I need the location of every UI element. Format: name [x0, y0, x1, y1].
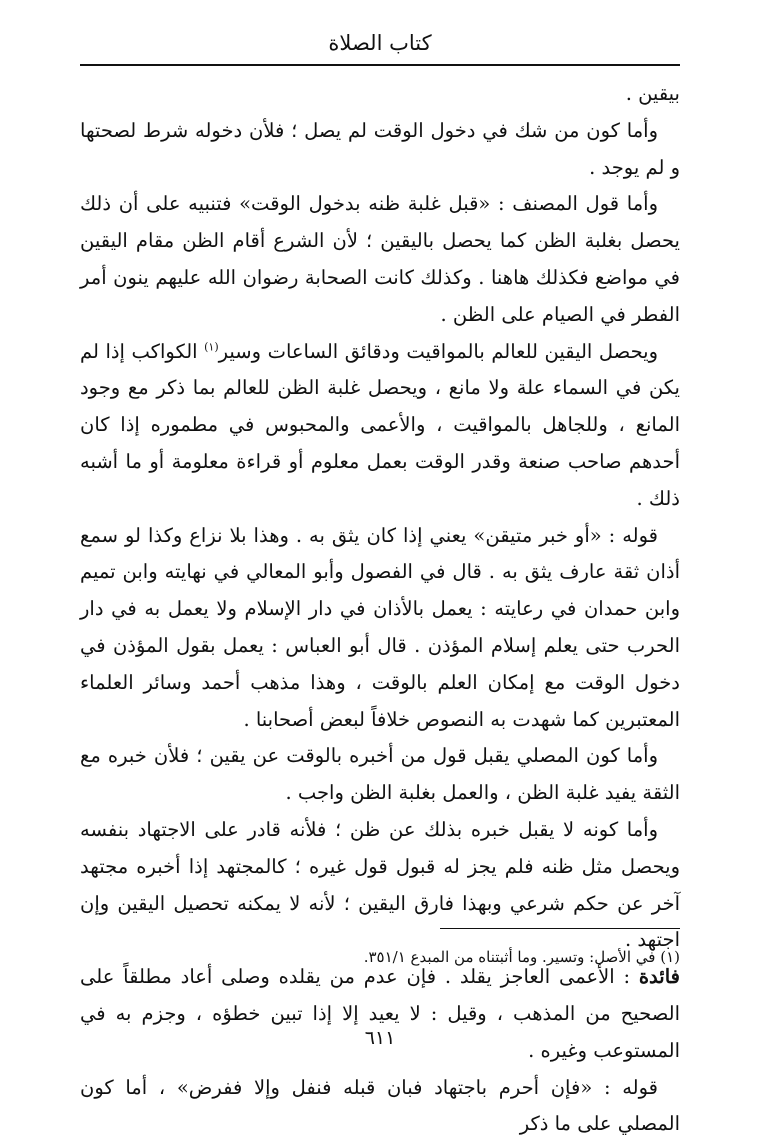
- footnote: (١) في الأصل: وتسير. وما أثبتناه من المبدع ٣٥١/١.: [363, 948, 680, 966]
- paragraph-2: وأما كون من شك في دخول الوقت لم يصل ؛ فلأن دخوله شرط لصحتها و لم يوجد .: [80, 118, 680, 179]
- main-text: [80, 76, 680, 1143]
- paragraph-4-part-2: الكواكب إذا لم يكن في السماء علة ولا مانع ، ويحصل غلبة الظن للعالم بما ذكر مع وجود المانع ، وللجاهل بالمواقيت ، والأعمى والمحبوس في مطموره إذا كان أحدهم صاحب صنعة وقدر الوقت بعمل معلوم أو قراءة معلومة أو ما أشبه ذلك .: [80, 339, 680, 510]
- footnote-rule: [440, 928, 680, 929]
- paragraph-9: قوله : «فإن أحرم باجتهاد فبان قبله فنفل وإلا ففرض» ، أما كون المصلي على ما ذكر: [80, 1075, 680, 1136]
- paragraph-8-text: : الأعمى العاجز يقلد . فإن عدم من يقلده وصلى أعاد مطلقاً على الصحيح من المذهب ، وقيل : لا يعيد إلا إذا تبين خطؤه ، وجزم به في المستوعب وغيره .: [80, 965, 680, 1062]
- paragraph-4-part-1: ويحصل اليقين للعالم بالمواقيت ودقائق الساعات وسير: [218, 339, 659, 363]
- paragraph-4: [80, 334, 680, 518]
- page-number: ٦١١: [364, 1027, 396, 1049]
- running-title: كتاب الصلاة: [328, 31, 432, 55]
- paragraph-5: قوله : «أو خبر متيقن» يعني إذا كان يثق به . وهذا بلا نزاع وكذا لو سمع أذان ثقة عارف يثق به . قال في الفصول وأبو المعالي في نهايته وابن تميم وابن حمدان في رعايته : يعمل بالأذان في دار الإسلام ولا يعمل به في دار الحرب حتى يعلم إسلام المؤذن . قال أبو العباس : يعمل بقول المؤذن في دخول الوقت مع إمكان العلم بالوقت ، وهذا مذهب أحمد وسائر العلماء المعتبرين كما شهدت به النصوص خلافاً لبعض أصحابنا .: [80, 523, 680, 731]
- benefit-label: فائدة: [638, 965, 680, 989]
- paragraph-7: وأما كونه لا يقبل خبره بذلك عن ظن ؛ فلأنه قادر على الاجتهاد بنفسه ويحصل مثل ظنه فلم يجز له قبول قول غيره ؛ كالمجتهد إذا أخبره مجتهد آخر عن حكم شرعي وبهذا فارق اليقين ؛ لأنه لا يمكنه تحصيل اليقين وإن اجتهد .: [80, 817, 680, 952]
- paragraph-8: [80, 959, 680, 1069]
- footnote-reference: (١): [204, 340, 219, 354]
- paragraph-1: بيقين .: [625, 82, 680, 105]
- paragraph-3: وأما قول المصنف : «قبل غلبة ظنه بدخول الوقت» فتنبيه على أن ذلك يحصل بغلبة الظن كما يحصل باليقين ؛ لأن الشرع أقام الظن مقام اليقين في مواضع فكذلك هاهنا . وكذلك كانت الصحابة رضوان الله عليهم ينون أمر الفطر في الصيام على الظن .: [80, 192, 680, 326]
- header-rule: [80, 64, 680, 66]
- paragraph-6: وأما كون المصلي يقبل قول من أخبره بالوقت عن يقين ؛ فلأن خبره مع الثقة يفيد غلبة الظن ، والعمل بغلبة الظن واجب .: [80, 744, 680, 805]
